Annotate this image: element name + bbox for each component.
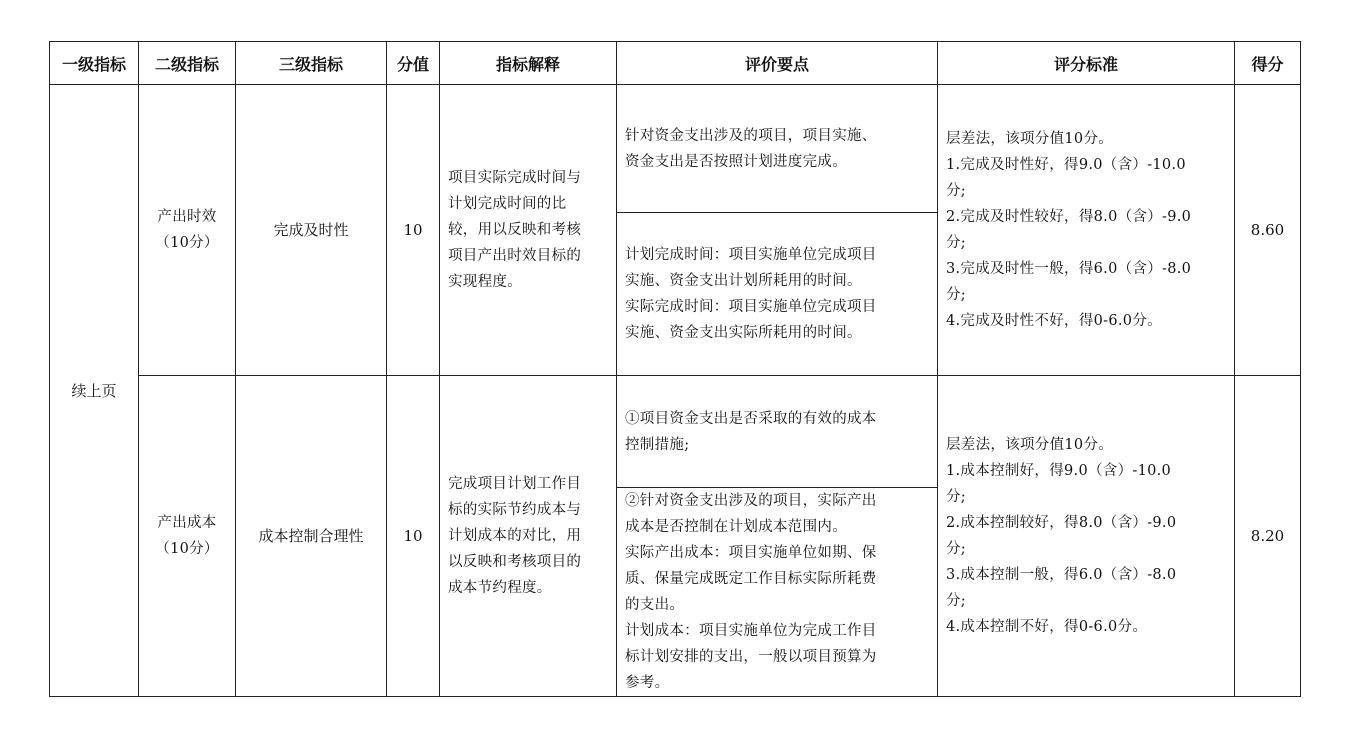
score-cell: 8.60 [1235,85,1301,376]
header-row [50,42,1301,85]
header-score: 得分 [1235,42,1301,85]
header-level3: 三级指标 [236,42,387,85]
points-cell [617,85,938,376]
level2-cell: 产出成本 （10分） [139,376,236,697]
explanation-cell: 项目实际完成时间与 计划完成时间的比 较，用以反映和考核 项目产出时效目标的 实现程度。 [440,85,617,376]
score-cell: 8.20 [1235,376,1301,697]
header-points: 评价要点 [617,42,938,85]
header-level2: 二级指标 [139,42,236,85]
points-cell [617,376,938,697]
header-explanation: 指标解释 [440,42,617,85]
point-a: 针对资金支出涉及的项目，项目实施、 资金支出是否按照计划进度完成。 [617,85,937,213]
header-value: 分值 [387,42,440,85]
evaluation-table [49,41,1301,697]
header-level1: 一级指标 [50,42,139,85]
value-cell: 10 [387,376,440,697]
level2-cell: 产出时效 （10分） [139,85,236,376]
table-row [50,376,1301,697]
standard-cell: 层差法，该项分值10分。 1.完成及时性好，得9.0（含）-10.0 分; 2.完成及时性较好，得8.0（含）-9.0 分; 3.完成及时性一般，得6.0（含）-8.0 分; 4.完成及时性不好，得0-6.0分。 [938,85,1235,376]
point-a: ①项目资金支出是否采取的有效的成本 控制措施; [617,376,937,488]
value-cell: 10 [387,85,440,376]
point-b: 计划完成时间：项目实施单位完成项目 实施、资金支出计划所耗用的时间。 实际完成时间：项目实施单位完成项目 实施、资金支出实际所耗用的时间。 [625,247,877,341]
explanation-cell: 完成项目计划工作目 标的实际节约成本与 计划成本的对比，用 以反映和考核项目的 成本节约程度。 [440,376,617,697]
table-row [50,85,1301,376]
header-standard: 评分标准 [938,42,1235,85]
level3-cell: 成本控制合理性 [236,376,387,697]
standard-cell: 层差法，该项分值10分。 1.成本控制好，得9.0（含）-10.0 分; 2.成本控制较好，得8.0（含）-9.0 分; 3.成本控制一般，得6.0（含）-8.0 分; 4.成本控制不好，得0-6.0分。 [938,376,1235,697]
level1-cell: 续上页 [50,85,139,697]
level3-cell: 完成及时性 [236,85,387,376]
point-b: ②针对资金支出涉及的项目，实际产出 成本是否控制在计划成本范围内。 实际产出成本：项目实施单位如期、保 质、保量完成既定工作目标实际所耗费 的支出。 计划成本：项目实施单位为完成工作目 标计划安排的支出，一般以项目预算为 参考。 [625,493,877,691]
